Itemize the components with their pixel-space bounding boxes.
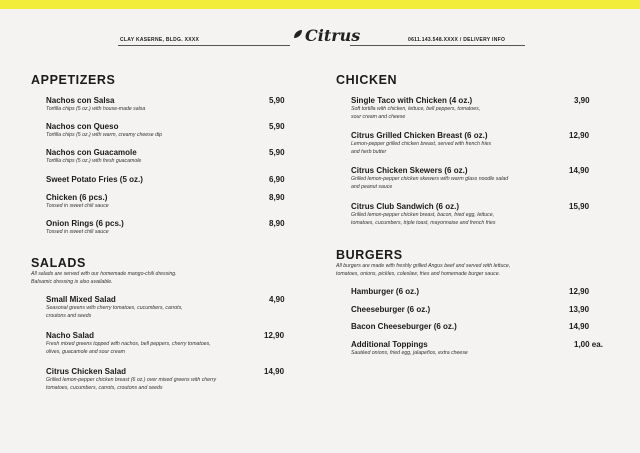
appetizers-heading: APPETIZERS <box>31 73 116 87</box>
item-price: 15,90 <box>569 202 590 211</box>
item-price: 14,90 <box>264 367 285 376</box>
item-desc: sour cream and cheese <box>351 113 406 120</box>
item-desc: Tossed in sweet chili sauce <box>46 229 109 235</box>
item-price: 12,90 <box>264 331 285 340</box>
item-name: Chicken (6 pcs.) <box>46 193 108 202</box>
menu-item <box>46 96 145 114</box>
item-desc: Tortilla chips (5 oz.) with fresh guacamole <box>46 158 142 164</box>
item-price: 3,90 <box>574 96 590 105</box>
item-name: Citrus Club Sandwich (6 oz.) <box>351 202 460 211</box>
burgers-heading: BURGERS <box>336 248 403 262</box>
item-name: Citrus Grilled Chicken Breast (6 oz.) <box>351 131 488 140</box>
address-text: CLAY KASERNE, BLDG. XXXX <box>120 37 200 43</box>
item-price: 14,90 <box>569 322 590 331</box>
item-name: Nachos con Salsa <box>46 96 115 105</box>
item-name: Onion Rings (6 pcs.) <box>46 219 124 228</box>
menu-item <box>351 96 480 121</box>
item-price: 13,90 <box>569 305 590 314</box>
top-accent-bar <box>0 0 640 9</box>
item-name: Nacho Salad <box>46 331 95 340</box>
item-desc: Grilled lemon-pepper chicken breast, bacon, fried egg, lettuce, <box>351 212 495 218</box>
item-desc: Fresh mixed greens topped with nachos, bell peppers, cherry tomatoes, <box>46 341 211 347</box>
item-desc: olives, guacamole and sour cream <box>46 348 126 355</box>
item-desc: Grilled lemon-pepper chicken breast (6 oz.) over mixed greens with cherry <box>46 377 217 383</box>
menu-item <box>351 322 457 332</box>
burgers-note-line: tomatoes, onions, pickles, coleslaw, fries and homemade burger sauce. <box>336 271 501 277</box>
menu-item <box>46 175 143 185</box>
item-price: 6,90 <box>269 175 285 184</box>
item-price: 8,90 <box>269 219 285 228</box>
item-price: 5,90 <box>269 122 285 131</box>
menu-item <box>46 331 211 356</box>
item-price: 1,00 ea. <box>574 340 603 349</box>
burgers-note-line: All burgers are made with freshly grilled Angus beef and served with lettuce, <box>336 263 511 269</box>
burgers-note <box>336 262 510 278</box>
item-desc: Lemon-pepper grilled chicken breast, served with french fries <box>351 141 492 147</box>
menu-item <box>46 295 183 320</box>
salads-note-line: Balsamic dressing is also available. <box>31 279 113 285</box>
chicken-heading: CHICKEN <box>336 73 398 87</box>
item-desc: tomatoes, cucumbers, triple toast, mayonnaise and french fries <box>351 219 496 226</box>
item-name: Sweet Potato Fries (5 oz.) <box>46 175 143 184</box>
item-price: 12,90 <box>569 131 590 140</box>
salads-note-line: All salads are served with our homemade mango-chili dressing. <box>31 271 177 277</box>
item-desc: Grilled lemon-pepper chicken skewers with warm glass noodle salad <box>351 176 509 182</box>
item-name: Cheeseburger (6 oz.) <box>351 305 431 314</box>
item-price: 8,90 <box>269 193 285 202</box>
leaf-icon <box>293 29 303 39</box>
menu-item <box>351 166 508 191</box>
item-desc: Tortilla chips (5 oz.) with house-made salsa <box>46 106 146 112</box>
item-price: 5,90 <box>269 96 285 105</box>
menu-item <box>46 193 109 211</box>
menu-item <box>46 219 124 237</box>
item-desc: croutons and seeds <box>46 312 92 319</box>
item-name: Citrus Chicken Salad <box>46 367 127 376</box>
item-desc: Seasonal greens with cherry tomatoes, cucumbers, carrots, <box>46 305 183 311</box>
item-price: 4,90 <box>269 295 285 304</box>
item-desc: Tossed in sweet chili sauce <box>46 203 109 209</box>
item-name: Citrus Chicken Skewers (6 oz.) <box>351 166 468 175</box>
brand-name: Citrus <box>305 26 361 45</box>
item-desc: Soft tortilla with chicken, lettuce, bell peppers, tomatoes, <box>351 106 481 112</box>
menu-item <box>351 202 495 227</box>
item-price: 5,90 <box>269 148 285 157</box>
header-rule-right <box>350 45 525 46</box>
salads-heading: SALADS <box>31 256 86 270</box>
item-name: Nachos con Queso <box>46 122 119 131</box>
menu-item <box>46 148 141 166</box>
menu-header <box>0 9 640 51</box>
item-name: Hamburger (6 oz.) <box>351 287 420 296</box>
item-name: Bacon Cheeseburger (6 oz.) <box>351 322 457 331</box>
item-price: 14,90 <box>569 166 590 175</box>
item-desc: Sautéed onions, fried egg, jalapeños, extra cheese <box>351 350 468 356</box>
item-desc: tomatoes, cucumbers, carrots, croutons and seeds <box>46 384 163 391</box>
menu-item <box>351 305 430 315</box>
citrus-logo <box>291 26 361 52</box>
menu-item <box>351 131 491 156</box>
item-price: 12,90 <box>569 287 590 296</box>
item-name: Single Taco with Chicken (4 oz.) <box>351 96 473 105</box>
item-name: Small Mixed Salad <box>46 295 116 304</box>
menu-item <box>46 122 162 140</box>
item-desc: Tortilla chips (5 oz.) with warm, creamy cheese dip <box>46 132 162 138</box>
menu-item <box>351 287 419 297</box>
contact-text: 0611.143.548.XXXX / DELIVERY INFO <box>408 37 506 43</box>
menu-item <box>46 367 216 392</box>
item-name: Nachos con Guacamole <box>46 148 137 157</box>
salads-note <box>31 270 177 286</box>
item-desc: and peanut sauce <box>351 183 393 190</box>
header-rule-left <box>118 45 290 46</box>
menu-item <box>351 340 468 358</box>
item-name: Additional Toppings <box>351 340 428 349</box>
item-desc: and herb butter <box>351 148 387 155</box>
